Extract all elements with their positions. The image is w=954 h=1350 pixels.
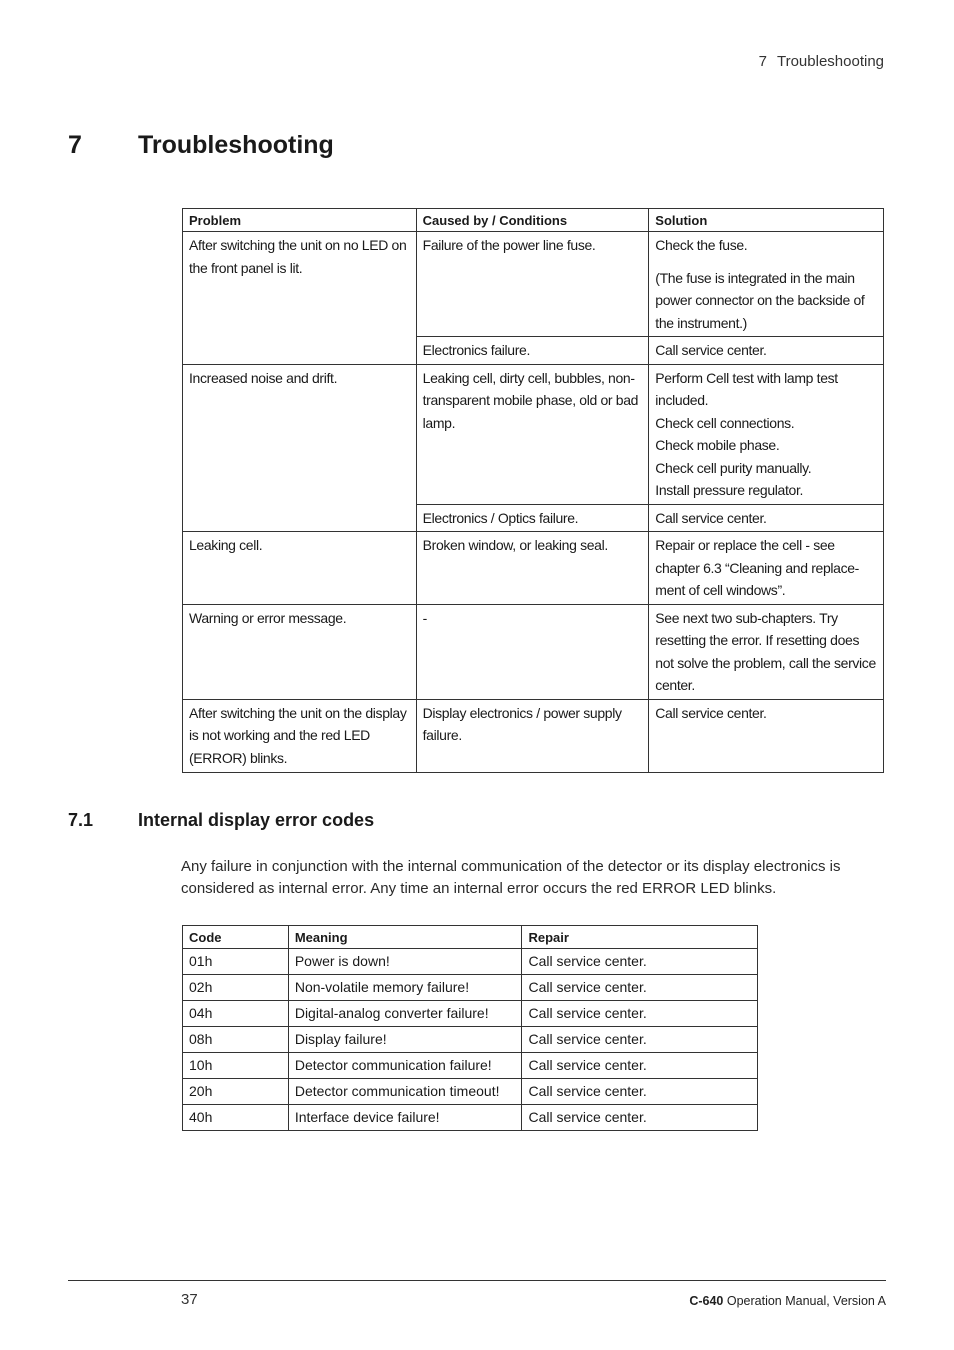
solution-note: (The fuse is integrated in the main power connector on the backside of the instrument.): [655, 269, 865, 331]
meaning-cell: Interface device failure!: [288, 1105, 522, 1131]
problem-text: After switching the unit on the display is not working and the red LED (ERROR) blinks.: [189, 704, 407, 766]
product-name: C-640: [689, 1294, 724, 1308]
troubleshooting-table: [182, 208, 884, 773]
solution-cell: [649, 532, 884, 605]
running-header: [759, 53, 884, 70]
table-row: [183, 1001, 758, 1027]
repair-cell: Call service center.: [522, 1079, 758, 1105]
code-cell: 08h: [183, 1027, 289, 1053]
cause-text: Electronics failure.: [422, 342, 531, 358]
column-header-meaning: Meaning: [288, 926, 522, 949]
solution-text: Call service center.: [655, 342, 767, 358]
problem-cell: [183, 532, 417, 605]
solution-text: Call service center.: [655, 704, 767, 721]
problem-text: Warning or error message.: [189, 609, 347, 626]
code-cell: 40h: [183, 1105, 289, 1131]
cause-text: -: [422, 609, 427, 626]
solution-line: Check mobile phase.: [655, 437, 780, 453]
cause-text: Display electronics / power supply failure.: [422, 704, 622, 743]
meaning-cell: Display failure!: [288, 1027, 522, 1053]
meaning-cell: Digital-analog converter failure!: [288, 1001, 522, 1027]
section-intro-paragraph: Any failure in conjunction with the internal communication of the detector or its display electronics is considered as internal error. Any time an internal error occurs the red ERROR LED blinks.: [181, 858, 841, 897]
cause-cell: [416, 604, 649, 699]
column-header-repair: Repair: [522, 926, 758, 949]
cause-text: Leaking cell, dirty cell, bubbles, non-transparent mobile phase, old or bad lamp.: [422, 369, 639, 431]
problem-text: Increased noise and drift.: [189, 369, 338, 386]
column-header-solution: Solution: [649, 209, 884, 232]
manual-version: Operation Manual, Version A: [723, 1294, 886, 1308]
table-row: [183, 1105, 758, 1131]
header-chapter-title: Troubleshooting: [776, 53, 884, 70]
cause-cell: [416, 364, 649, 504]
meaning-cell: Detector communication timeout!: [288, 1079, 522, 1105]
table-row: [183, 1027, 758, 1053]
solution-cell: [649, 699, 884, 773]
problem-text: Leaking cell.: [189, 537, 263, 553]
table-row: [183, 975, 758, 1001]
problem-cell: [183, 364, 417, 532]
solution-cell: [649, 504, 884, 532]
cause-cell: [416, 532, 649, 605]
problem-cell: [183, 699, 417, 773]
code-cell: 20h: [183, 1079, 289, 1105]
solution-cell: [649, 364, 884, 504]
code-cell: 04h: [183, 1001, 289, 1027]
error-codes-table: [182, 925, 758, 1131]
manual-title: [689, 1294, 886, 1308]
solution-cell: [649, 604, 884, 699]
repair-cell: Call service center.: [522, 975, 758, 1001]
cause-text: Broken window, or leaking seal.: [422, 537, 608, 553]
table-row: [183, 364, 884, 504]
solution-text: See next two sub-chapters. Try resetting the error. If resetting does not solve the problem, call the service center.: [655, 609, 876, 693]
table-row: [183, 699, 884, 773]
solution-cell: [649, 232, 884, 337]
column-header-cause: Caused by / Conditions: [416, 209, 649, 232]
code-cell: 02h: [183, 975, 289, 1001]
table-row: [183, 604, 884, 699]
table-row: [183, 232, 884, 337]
section-number: 7.1: [68, 810, 94, 830]
solution-line: Check cell connections.: [655, 414, 795, 431]
header-chapter-number: 7: [758, 53, 767, 70]
table-row: [183, 532, 884, 605]
chapter-number: 7: [68, 131, 82, 159]
cause-text: Electronics / Optics failure.: [422, 509, 579, 526]
meaning-cell: Detector communication failure!: [288, 1053, 522, 1079]
meaning-cell: Power is down!: [288, 949, 522, 975]
code-cell: 10h: [183, 1053, 289, 1079]
problem-cell: [183, 604, 417, 699]
table-header-row: [183, 926, 758, 949]
repair-cell: Call service center.: [522, 949, 758, 975]
section-heading: [68, 810, 374, 831]
cause-text: Failure of the power line fuse.: [422, 237, 596, 253]
table-row: [183, 949, 758, 975]
table-header-row: [183, 209, 884, 232]
table-row: [183, 1053, 758, 1079]
table-row: [183, 1079, 758, 1105]
cause-cell: [416, 699, 649, 773]
chapter-title: Troubleshooting: [138, 131, 334, 159]
repair-cell: Call service center.: [522, 1105, 758, 1131]
cause-cell: [416, 337, 649, 365]
problem-text: After switching the unit on no LED on the front panel is lit.: [189, 237, 407, 276]
page-number: 37: [181, 1291, 198, 1308]
repair-cell: Call service center.: [522, 1053, 758, 1079]
repair-cell: Call service center.: [522, 1027, 758, 1053]
code-cell: 01h: [183, 949, 289, 975]
solution-line: Check cell purity manually.: [655, 459, 812, 476]
footer-divider: [68, 1280, 886, 1281]
section-title: Internal display error codes: [138, 810, 375, 830]
cause-cell: [416, 232, 649, 337]
solution-line: Install pressure regulator.: [655, 482, 804, 498]
repair-cell: Call service center.: [522, 1001, 758, 1027]
solution-line: Perform Cell test with lamp test included.: [655, 369, 838, 408]
column-header-problem: Problem: [183, 209, 417, 232]
solution-text: Repair or replace the cell - see chapter 6.3 “Cleaning and replace-ment of cell windows”.: [655, 537, 859, 598]
problem-cell: [183, 232, 417, 365]
cause-cell: [416, 504, 649, 532]
solution-text: Check the fuse.: [655, 237, 748, 253]
solution-cell: [649, 337, 884, 365]
solution-text: Call service center.: [655, 509, 767, 526]
chapter-heading: [68, 131, 334, 160]
meaning-cell: Non-volatile memory failure!: [288, 975, 522, 1001]
column-header-code: Code: [183, 926, 289, 949]
